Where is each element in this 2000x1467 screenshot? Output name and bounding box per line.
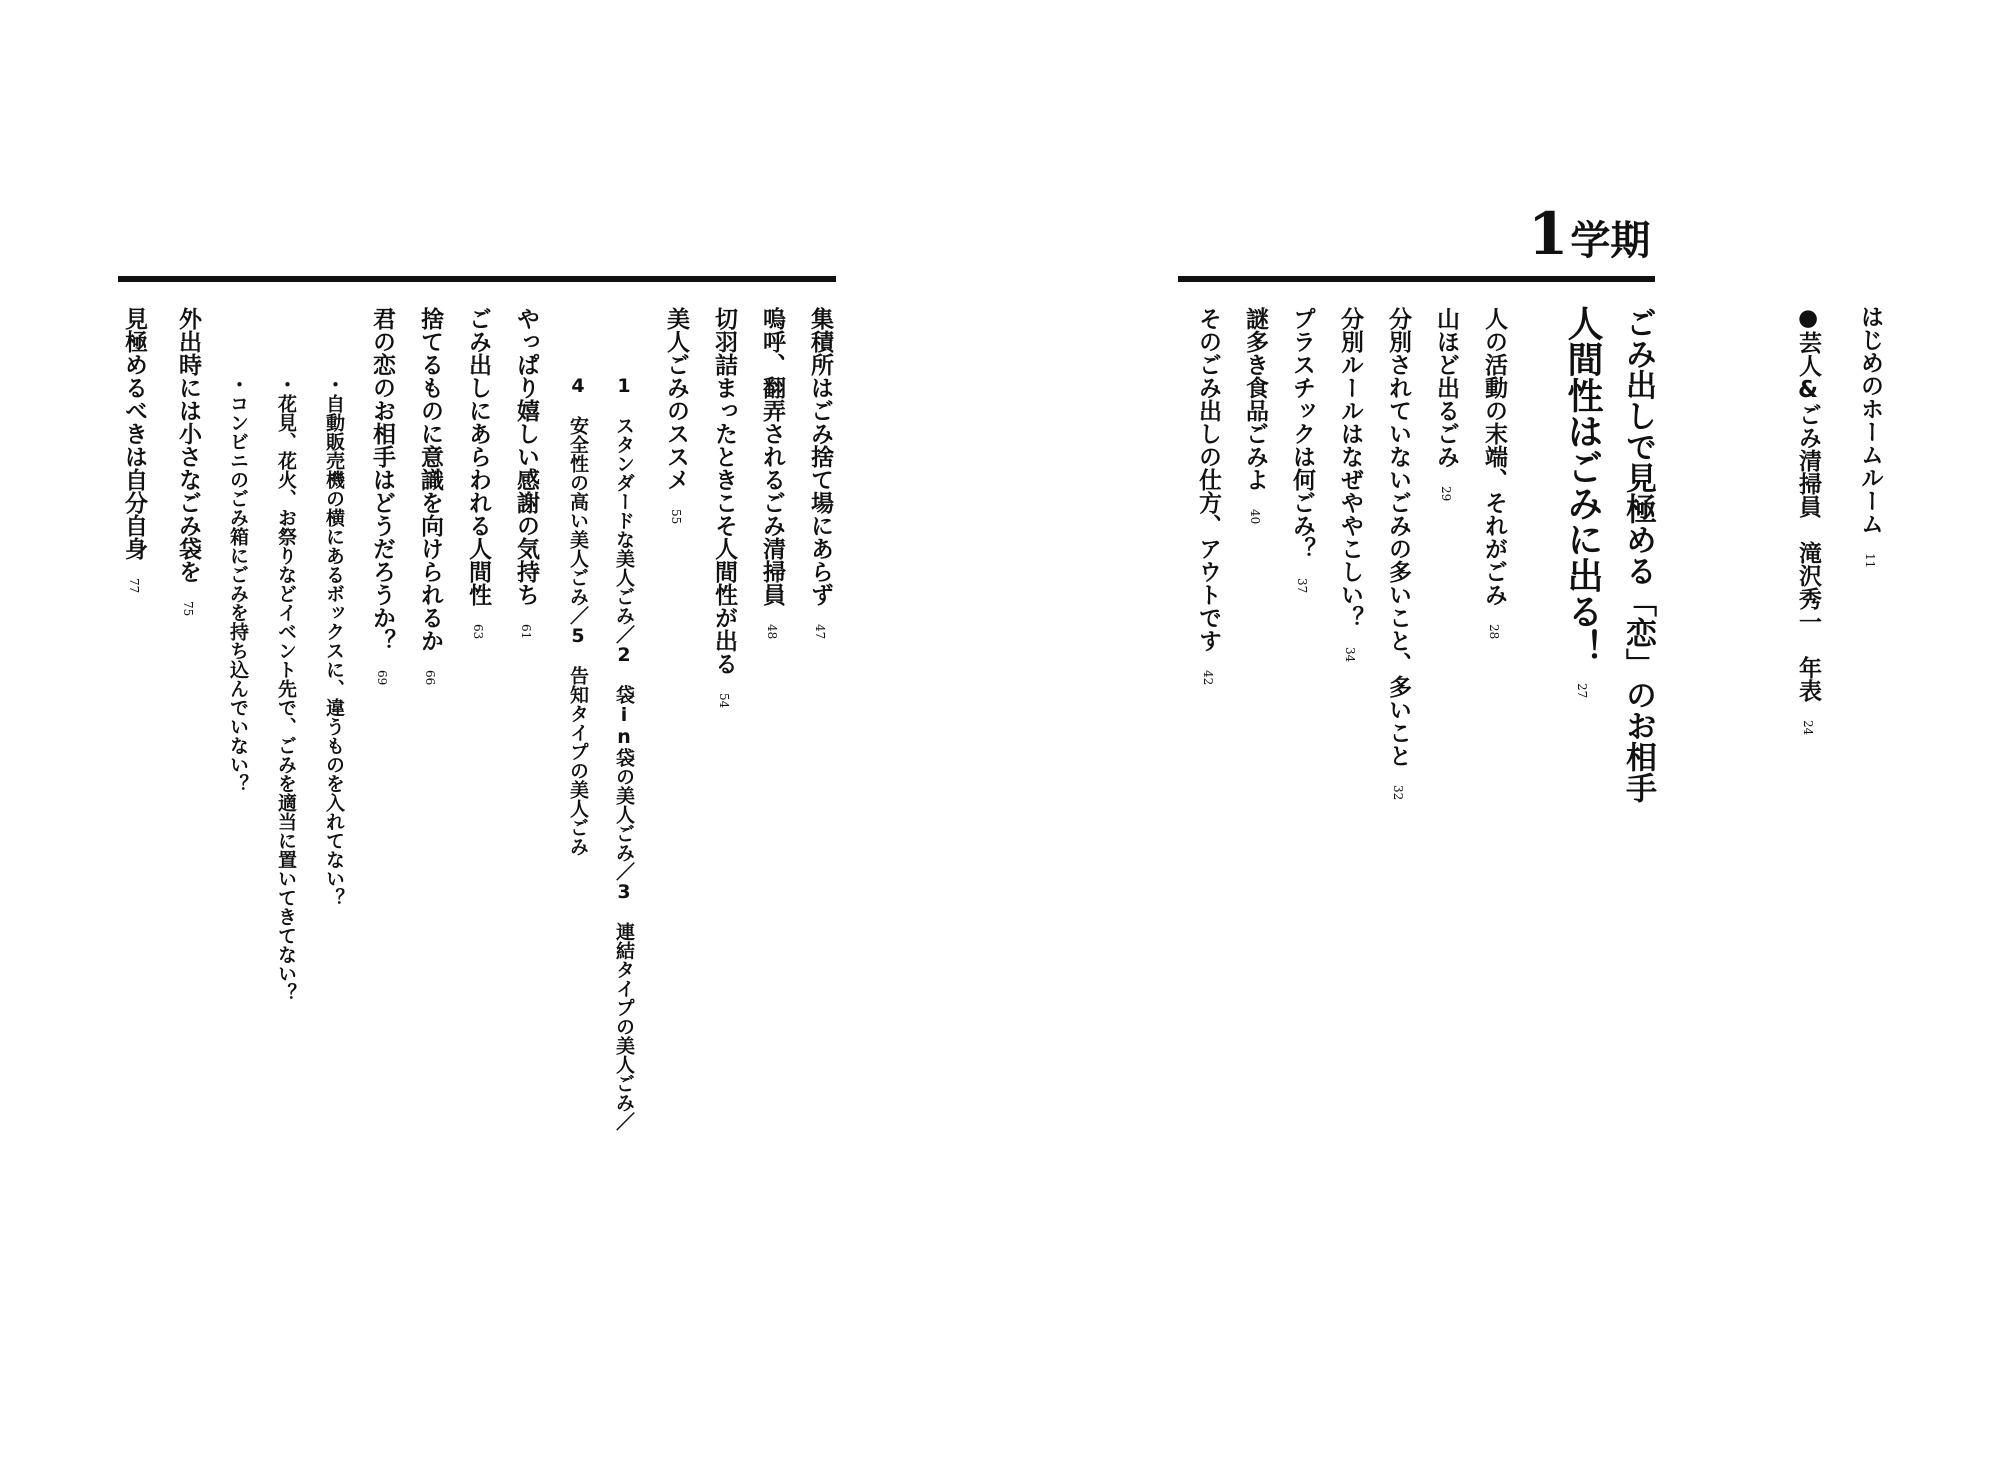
toc-entry bbox=[1482, 307, 1505, 639]
page-number: 34 bbox=[1343, 647, 1357, 663]
toc-subentry bbox=[324, 375, 343, 907]
entry-text: ごみ出しにあらわれる人間性 bbox=[465, 307, 491, 606]
page-number: 42 bbox=[1201, 670, 1215, 686]
entry-text: 山ほど出るごみ bbox=[1433, 307, 1459, 468]
toc-entry bbox=[514, 307, 537, 639]
toc-entry bbox=[1338, 307, 1361, 662]
page-number: 24 bbox=[1801, 720, 1815, 736]
page-number: 66 bbox=[423, 670, 437, 686]
entry-text: 外出時には小さなごみ袋を bbox=[175, 307, 201, 583]
page-number: 27 bbox=[1575, 683, 1589, 699]
toc-entry bbox=[418, 307, 441, 685]
toc-entry bbox=[1196, 307, 1219, 685]
entry-text: 見極めるべきは自分自身 bbox=[121, 307, 147, 560]
entry-text: ●芸人&ごみ清掃員 滝沢秀一 年表 bbox=[1795, 305, 1821, 702]
entry-text: 謎多き食品ごみよ bbox=[1242, 307, 1268, 491]
page-number: 63 bbox=[471, 624, 485, 640]
entry-text: ・花見、花火、お祭りなどイベント先で、ごみを適当に置いてきてない？ bbox=[275, 375, 297, 1002]
toc-entry bbox=[176, 307, 199, 616]
headline-text: 人間性はごみに出る！ bbox=[1562, 305, 1603, 665]
toc-entry bbox=[1290, 307, 1313, 593]
chapter-headline-2 bbox=[1562, 305, 1603, 699]
entry-text: 美人ごみのススメ bbox=[663, 307, 689, 491]
toc-subentry bbox=[276, 375, 295, 1002]
toc-entry-front-1 bbox=[1858, 305, 1881, 568]
page-number: 61 bbox=[519, 624, 533, 640]
page-number: 54 bbox=[717, 693, 731, 709]
toc-entry bbox=[664, 307, 687, 524]
chapter-rule-right bbox=[1178, 276, 1655, 282]
page-number: 11 bbox=[1863, 553, 1877, 569]
toc-entry-front-2 bbox=[1796, 305, 1819, 735]
entry-text: やっぱり嬉しい感謝の気持ち bbox=[513, 307, 539, 606]
headline-text: ごみ出しで見極める「恋」のお相手 bbox=[1620, 307, 1656, 803]
chapter-rule-left bbox=[118, 276, 836, 282]
chapter-headline-1 bbox=[1620, 307, 1656, 803]
entry-text: 集積所はごみ捨て場にあらず bbox=[807, 307, 833, 606]
toc-entry bbox=[712, 307, 735, 708]
toc-entry bbox=[370, 307, 393, 685]
page-number: 32 bbox=[1391, 785, 1405, 801]
entry-text: 嗚呼、翻弄されるごみ清掃員 bbox=[759, 307, 785, 606]
entry-text: ・自動販売機の横にあるボックスに、違うものを入れてない？ bbox=[323, 375, 345, 907]
entry-text: 切羽詰まったときこそ人間性が出る bbox=[711, 307, 737, 675]
page-number: 40 bbox=[1248, 509, 1262, 525]
toc-entry bbox=[1386, 307, 1409, 800]
toc-subentry bbox=[614, 375, 633, 1131]
entry-text: はじめのホームルーム bbox=[1857, 305, 1883, 535]
entry-text: プラスチックは何ごみ？ bbox=[1289, 307, 1315, 560]
entry-text: 捨てるものに意識を向けられるか bbox=[417, 307, 443, 652]
page-number: 55 bbox=[669, 509, 683, 525]
page-number: 37 bbox=[1295, 578, 1309, 594]
entry-text: 1 スタンダードな美人ごみ／2 袋in袋の美人ごみ／3 連結タイプの美人ごみ／ bbox=[613, 375, 635, 1131]
page-number: 47 bbox=[813, 624, 827, 640]
toc-entry bbox=[808, 307, 831, 639]
entry-text: そのごみ出しの仕方、アウトです bbox=[1195, 307, 1221, 652]
entry-text: 分別されていないごみの多いこと、多いこと bbox=[1385, 307, 1411, 767]
page-number: 75 bbox=[181, 601, 195, 617]
entry-text: ・コンビニのごみ箱にごみを持ち込んでいない？ bbox=[227, 375, 249, 793]
toc-subentry bbox=[568, 375, 587, 856]
page-number: 29 bbox=[1439, 486, 1453, 502]
page-number: 48 bbox=[765, 624, 779, 640]
toc-entry bbox=[1434, 307, 1457, 501]
entry-text: 君の恋のお相手はどうだろうか？ bbox=[369, 307, 395, 652]
toc-entry bbox=[760, 307, 783, 639]
entry-text: 4 安全性の高い美人ごみ／5 告知タイプの美人ごみ bbox=[567, 375, 589, 856]
entry-text: 分別ルールはなぜややこしい？ bbox=[1337, 307, 1363, 629]
chapter-label: 学期 bbox=[1570, 218, 1651, 264]
toc-entry bbox=[1243, 307, 1266, 524]
chapter-heading bbox=[1528, 200, 1651, 268]
toc-subentry bbox=[228, 375, 247, 793]
chapter-number: 1 bbox=[1528, 200, 1569, 268]
page-number: 28 bbox=[1487, 624, 1501, 640]
toc-entry bbox=[466, 307, 489, 639]
toc-entry bbox=[122, 307, 145, 593]
page-number: 69 bbox=[375, 670, 389, 686]
page-number: 77 bbox=[127, 578, 141, 594]
entry-text: 人の活動の末端、それがごみ bbox=[1481, 307, 1507, 606]
